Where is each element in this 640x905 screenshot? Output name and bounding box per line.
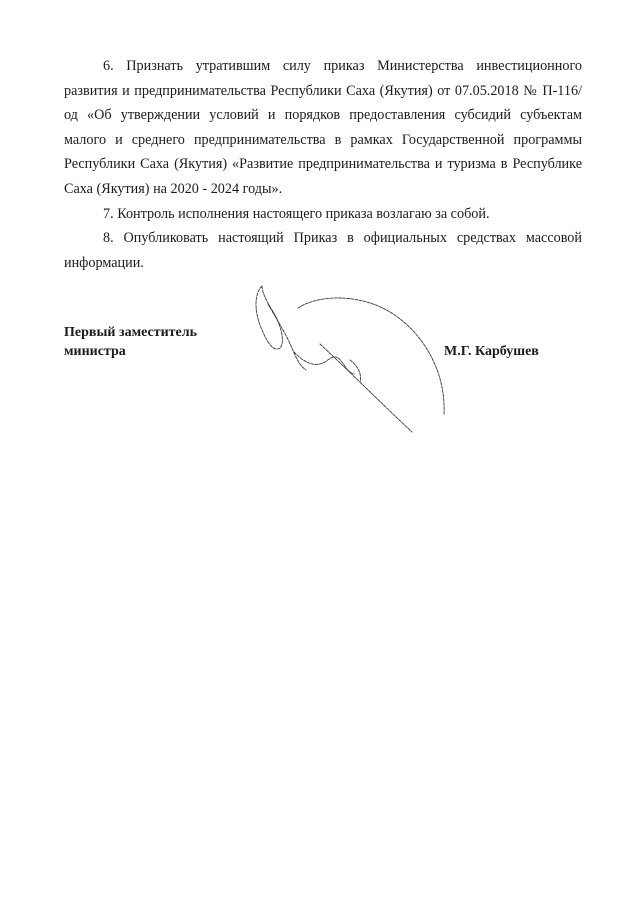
signer-position-line-1: Первый заместитель	[64, 325, 197, 340]
paragraph-item-6: 6. Признать утратившим силу приказ Министерства инвестиционного развития и предпринимательства Республики Саха (Якутия) от 07.05.2018 № П-116/од «Об утверждении условий и порядков предоставления субсидий субъектам малого и среднего предпринимательства в рамках Государственной программы Республики Саха (Якутия) «Развитие предпринимательства и туризма в Республике Саха (Якутия) на 2020 - 2024 годы».	[64, 58, 582, 197]
signer-name: М.Г. Карбушев	[444, 344, 539, 359]
document-body	[64, 54, 582, 275]
handwritten-signature	[250, 282, 460, 437]
paragraph-item-8: 8. Опубликовать настоящий Приказ в официальных средствах массовой информации.	[64, 230, 582, 271]
signer-position	[64, 323, 197, 361]
paragraph-item-7: 7. Контроль исполнения настоящего приказа возлагаю за собой.	[103, 205, 490, 222]
signer-position-line-2: министра	[64, 344, 126, 359]
